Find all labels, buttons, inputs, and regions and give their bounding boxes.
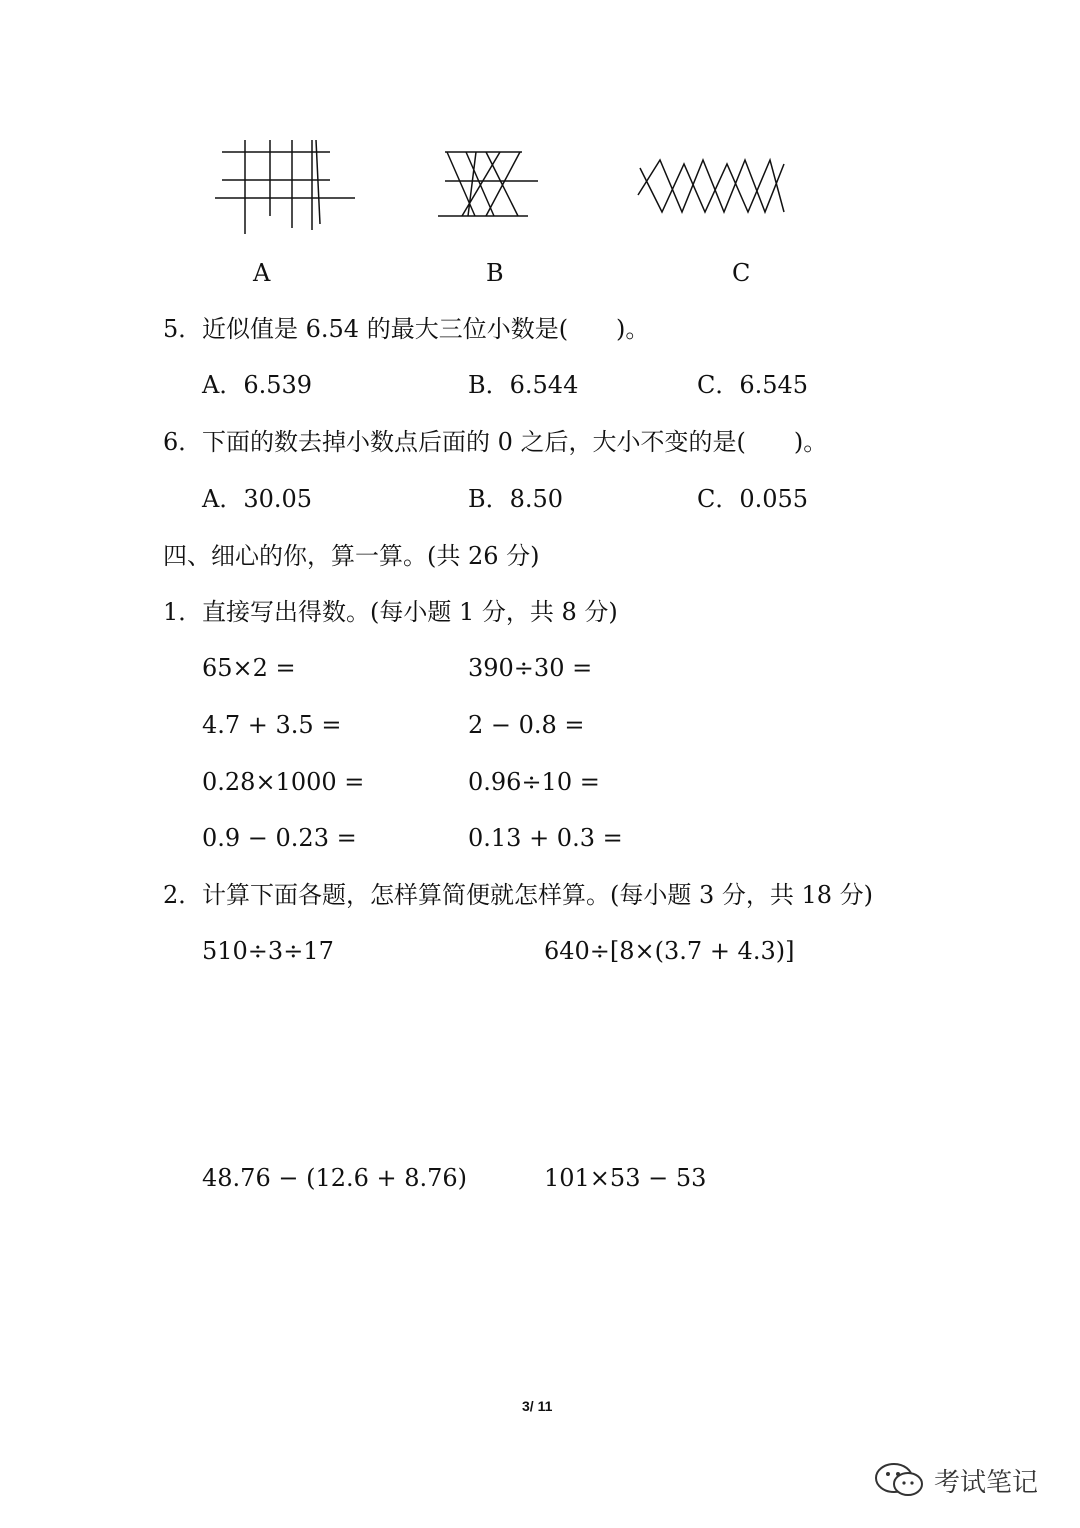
p2-text: 计算下面各题，怎样算简便就怎样算。(每小题 3 分，共 18 分) bbox=[202, 881, 874, 909]
simplify-item: 510÷3÷17 bbox=[202, 937, 334, 965]
calc-item: 0.96÷10 = bbox=[468, 768, 600, 796]
calc-item: 4.7 + 3.5 = bbox=[202, 711, 342, 739]
figure-c bbox=[638, 160, 784, 212]
q5-number: 5． bbox=[163, 315, 203, 343]
q6-option-b: B．8.50 bbox=[468, 485, 564, 513]
q6-text: 下面的数去掉小数点后面的 0 之后，大小不变的是( )。 bbox=[202, 428, 828, 456]
q6-option-a: A．30.05 bbox=[202, 485, 313, 513]
simplify-item: 101×53 − 53 bbox=[544, 1164, 707, 1192]
calc-item: 390÷30 = bbox=[468, 654, 593, 682]
figure-label-b: B bbox=[486, 259, 504, 287]
figure-label-a: A bbox=[253, 259, 271, 287]
simplify-item: 640÷[8×(3.7 + 4.3)] bbox=[544, 937, 795, 965]
wechat-icon bbox=[872, 1460, 928, 1500]
page-number: 3/ 11 bbox=[522, 1398, 553, 1414]
p1-number: 1． bbox=[163, 598, 203, 626]
figure-b bbox=[438, 152, 538, 216]
calc-item: 0.28×1000 = bbox=[202, 768, 365, 796]
calc-item: 2 − 0.8 = bbox=[468, 711, 585, 739]
q5-text: 近似值是 6.54 的最大三位小数是( )。 bbox=[202, 315, 650, 343]
simplify-item: 48.76 − (12.6 + 8.76) bbox=[202, 1164, 468, 1192]
q5-option-c: C．6.545 bbox=[697, 371, 809, 399]
calc-item: 0.13 + 0.3 = bbox=[468, 824, 623, 852]
watermark bbox=[872, 1460, 1038, 1500]
figure-label-c: C bbox=[732, 259, 751, 287]
p1-text: 直接写出得数。(每小题 1 分，共 8 分) bbox=[202, 598, 618, 626]
watermark-text: 考试笔记 bbox=[934, 1467, 1039, 1498]
q5-option-b: B．6.544 bbox=[468, 371, 579, 399]
figure-a bbox=[215, 140, 355, 234]
figures-area bbox=[0, 0, 1080, 300]
p2-number: 2． bbox=[163, 881, 203, 909]
q6-option-c: C．0.055 bbox=[697, 485, 809, 513]
section-title: 四、细心的你，算一算。(共 26 分) bbox=[163, 542, 540, 570]
calc-item: 0.9 − 0.23 = bbox=[202, 824, 357, 852]
q6-number: 6． bbox=[163, 428, 203, 456]
calc-item: 65×2 = bbox=[202, 654, 296, 682]
q5-option-a: A．6.539 bbox=[202, 371, 313, 399]
